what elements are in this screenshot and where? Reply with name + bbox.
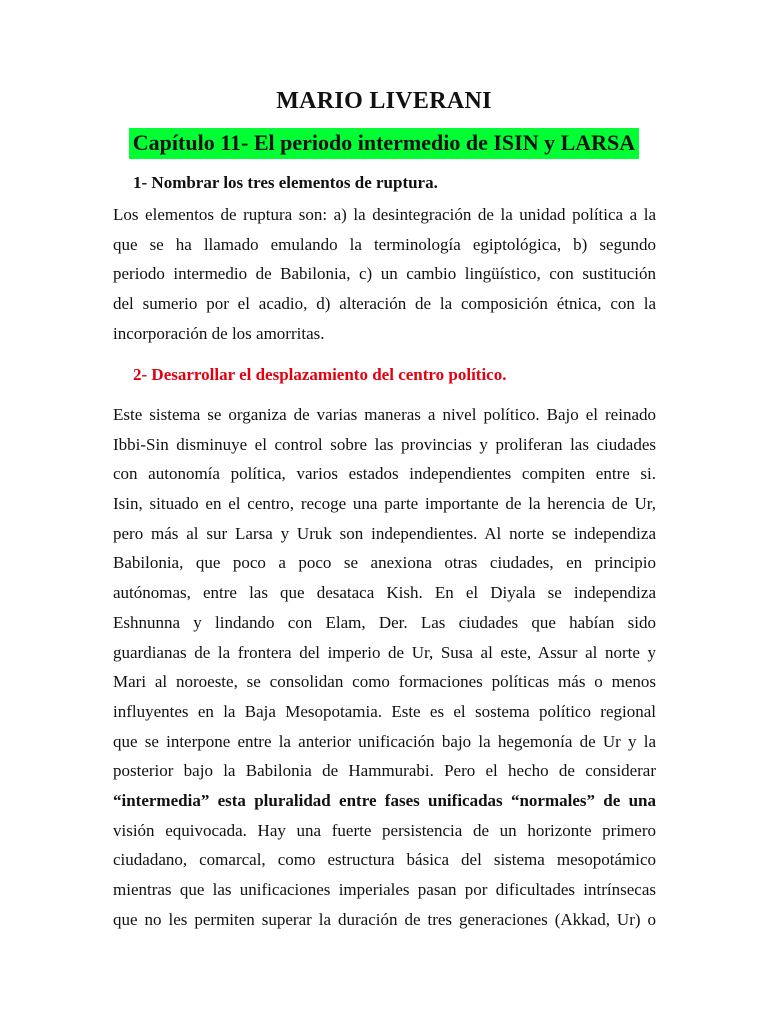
paragraph-line: autónomas, entre las que desataca Kish. En el Diyala se independiza [113,583,656,603]
paragraph-line: periodo intermedio de Babilonia, c) un cambio lingüístico, con sustitución [113,264,656,284]
paragraph-line: Mari al noroeste, se consolidan como formaciones políticas más o menos [113,672,656,692]
paragraph-line: ciudadano, comarcal, como estructura básica del sistema mesopotámico [113,850,656,870]
paragraph-line: Este sistema se organiza de varias maneras a nivel político. Bajo el reinado [113,405,656,424]
paragraph-line: Eshnunna y lindando con Elam, Der. Las ciudades que habían sido [113,612,656,632]
paragraph-line: del sumerio por el acadio, d) alteración de la composición étnica, con la [113,294,656,314]
paragraph-line: mientras que las unificaciones imperiales pasan por dificultades intrínsecas [113,880,656,899]
paragraph-line: posterior bajo la Babilonia de Hammurabi. Pero el hecho de considerar [113,761,656,781]
paragraph-line-bold: “intermedia” esta pluralidad entre fases unificadas “normales” de una [113,790,656,810]
paragraph-line: con autonomía política, varios estados independientes compiten entre si. [113,464,656,484]
paragraph-line: Los elementos de ruptura son: a) la desintegración de la unidad política a la [113,205,656,224]
paragraph-line: Isin, situado en el centro, recoge una parte importante de la herencia de Ur, [113,494,656,514]
paragraph-line: Babilonia, que poco a poco se anexiona otras ciudades, en principio [113,553,656,573]
paragraph-line: que se interpone entre la anterior unificación bajo la hegemonía de Ur y la [113,731,656,751]
question-2-heading: 2- Desarrollar el desplazamiento del centro político. [133,365,507,384]
chapter-title: Capítulo 11- El periodo intermedio de ISIN y LARSA [129,128,639,159]
paragraph-line: Ibbi-Sin disminuye el control sobre las provincias y proliferan las ciudades [113,434,656,454]
paragraph-line: influyentes en la Baja Mesopotamia. Este es el sostema político regional [113,701,656,721]
paragraph-line: guardianas de la frontera del imperio de Ur, Susa al este, Assur al norte y [113,642,656,662]
author-heading: MARIO LIVERANI [276,88,492,114]
paragraph-line: visión equivocada. Hay una fuerte persistencia de un horizonte primero [113,820,656,840]
paragraph-line: que no les permiten superar la duración de tres generaciones (Akkad, Ur) o [113,909,656,929]
question-1-heading: 1- Nombrar los tres elementos de ruptura. [133,173,438,192]
answer-2-paragraph [113,400,656,934]
paragraph-line: que se ha llamado emulando la terminología egiptológica, b) segundo [113,234,656,254]
answer-1-paragraph [113,200,656,348]
paragraph-line: pero más al sur Larsa y Uruk son independientes. Al norte se independiza [113,523,656,543]
chapter-title-wrapper [0,128,768,159]
paragraph-line: incorporación de los amorritas. [113,323,325,343]
